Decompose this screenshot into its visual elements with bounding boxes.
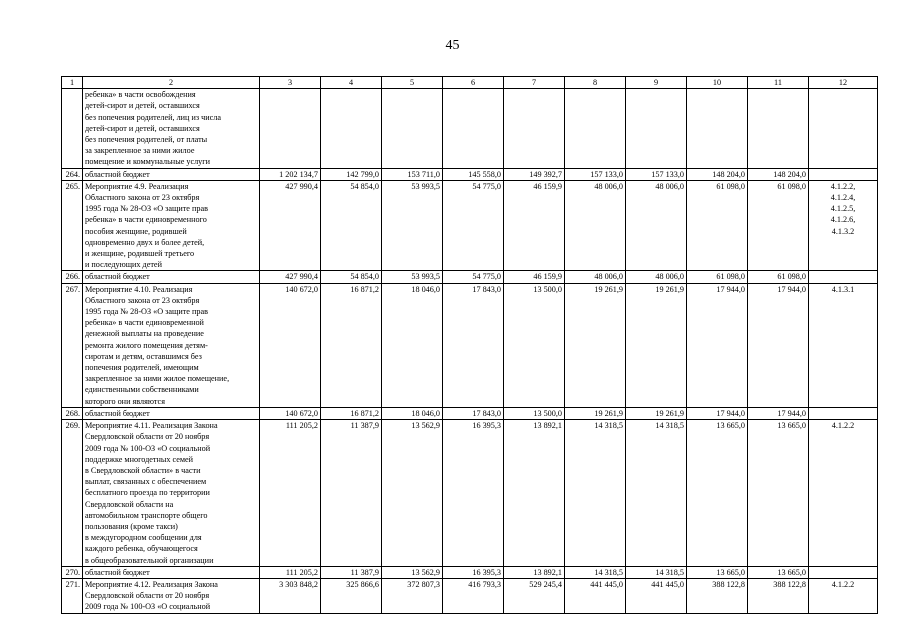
value-cell-col-8: 19 261,9 <box>565 283 626 407</box>
value-cell-col-5: 18 046,0 <box>382 283 443 407</box>
value-cell-col-7: 529 245,4 <box>504 578 565 613</box>
table-row <box>62 271 878 283</box>
row-number: 270. <box>62 566 83 578</box>
target-indicators <box>809 566 878 578</box>
value-cell-col-5: 372 807,3 <box>382 578 443 613</box>
value-cell-col-3 <box>260 89 321 168</box>
value-cell-col-3: 3 303 848,2 <box>260 578 321 613</box>
value-cell-col-3: 111 205,2 <box>260 420 321 567</box>
row-number: 267. <box>62 283 83 407</box>
row-name: областной бюджет <box>83 407 260 419</box>
value-cell-col-10 <box>687 89 748 168</box>
value-cell-col-6: 54 775,0 <box>443 180 504 271</box>
value-cell-col-5: 13 562,9 <box>382 420 443 567</box>
row-number: 269. <box>62 420 83 567</box>
value-cell-col-10: 61 098,0 <box>687 271 748 283</box>
value-cell-col-10: 61 098,0 <box>687 180 748 271</box>
value-cell-col-10: 148 204,0 <box>687 168 748 180</box>
value-cell-col-11: 13 665,0 <box>748 566 809 578</box>
target-indicators: 4.1.3.1 <box>809 283 878 407</box>
value-cell-col-6: 17 843,0 <box>443 407 504 419</box>
value-cell-col-11: 13 665,0 <box>748 420 809 567</box>
value-cell-col-3: 140 672,0 <box>260 407 321 419</box>
row-name: Мероприятие 4.12. Реализация Закона Свердловской области от 20 ноября 2009 года № 100-ОЗ «О социальной <box>83 578 260 613</box>
value-cell-col-4 <box>321 89 382 168</box>
value-cell-col-10: 17 944,0 <box>687 283 748 407</box>
table-row <box>62 283 878 407</box>
table-body <box>62 89 878 613</box>
value-cell-col-9: 14 318,5 <box>626 420 687 567</box>
value-cell-col-10: 13 665,0 <box>687 420 748 567</box>
page-number: 45 <box>445 38 460 53</box>
table-row <box>62 168 878 180</box>
table-row <box>62 407 878 419</box>
table-row <box>62 578 878 613</box>
target-indicators: 4.1.2.2 <box>809 420 878 567</box>
value-cell-col-11: 17 944,0 <box>748 407 809 419</box>
value-cell-col-6: 16 395,3 <box>443 420 504 567</box>
value-cell-col-8: 14 318,5 <box>565 420 626 567</box>
budget-table <box>61 76 878 614</box>
table-row <box>62 420 878 567</box>
value-cell-col-11 <box>748 89 809 168</box>
value-cell-col-5 <box>382 89 443 168</box>
value-cell-col-6 <box>443 89 504 168</box>
value-cell-col-8 <box>565 89 626 168</box>
value-cell-col-9: 441 445,0 <box>626 578 687 613</box>
value-cell-col-4: 16 871,2 <box>321 283 382 407</box>
value-cell-col-8: 48 006,0 <box>565 271 626 283</box>
value-cell-col-7: 13 892,1 <box>504 420 565 567</box>
row-number: 271. <box>62 578 83 613</box>
header-row <box>62 77 878 89</box>
value-cell-col-6: 416 793,3 <box>443 578 504 613</box>
column-header-9: 9 <box>626 77 687 89</box>
value-cell-col-5: 53 993,5 <box>382 271 443 283</box>
column-header-5: 5 <box>382 77 443 89</box>
value-cell-col-9: 14 318,5 <box>626 566 687 578</box>
value-cell-col-10: 17 944,0 <box>687 407 748 419</box>
value-cell-col-9: 48 006,0 <box>626 271 687 283</box>
target-indicators <box>809 89 878 168</box>
row-name: Мероприятие 4.9. Реализация Областного закона от 23 октября 1995 года № 28-ОЗ «О защите прав ребенка» в части единовременного пособия женщине, родившей одновременно двух и более детей, и женщине, родившей третьего и последующих детей <box>83 180 260 271</box>
row-name: ребенка» в части освобождения детей-сирот и детей, оставшихся без попечения родителей, лиц из числа детей-сирот и детей, оставшихся без попечения родителей, от платы за закрепленное за ними жилое помещение и коммунальные услуги <box>83 89 260 168</box>
value-cell-col-4: 11 387,9 <box>321 566 382 578</box>
value-cell-col-11: 148 204,0 <box>748 168 809 180</box>
value-cell-col-11: 61 098,0 <box>748 271 809 283</box>
value-cell-col-3: 427 990,4 <box>260 180 321 271</box>
column-header-2: 2 <box>83 77 260 89</box>
value-cell-col-3: 140 672,0 <box>260 283 321 407</box>
value-cell-col-5: 153 711,0 <box>382 168 443 180</box>
target-indicators: 4.1.2.2 <box>809 578 878 613</box>
value-cell-col-11: 61 098,0 <box>748 180 809 271</box>
value-cell-col-6: 16 395,3 <box>443 566 504 578</box>
value-cell-col-11: 388 122,8 <box>748 578 809 613</box>
value-cell-col-9: 19 261,9 <box>626 407 687 419</box>
row-name: областной бюджет <box>83 271 260 283</box>
row-number: 264. <box>62 168 83 180</box>
column-header-7: 7 <box>504 77 565 89</box>
row-name: Мероприятие 4.10. Реализация Областного закона от 23 октября 1995 года № 28-ОЗ «О защите прав ребенка» в части единовременной денежной выплаты на проведение ремонта жилого помещения детям- сиротам и детям, оставшимся без попечения родителей, имеющим закрепленное за ними жилое помещение, единственными собственниками которого они являются <box>83 283 260 407</box>
value-cell-col-4: 54 854,0 <box>321 180 382 271</box>
value-cell-col-5: 13 562,9 <box>382 566 443 578</box>
row-number: 265. <box>62 180 83 271</box>
target-indicators <box>809 168 878 180</box>
column-header-12: 12 <box>809 77 878 89</box>
target-indicators <box>809 271 878 283</box>
value-cell-col-10: 13 665,0 <box>687 566 748 578</box>
value-cell-col-7: 13 500,0 <box>504 407 565 419</box>
value-cell-col-6: 17 843,0 <box>443 283 504 407</box>
value-cell-col-5: 53 993,5 <box>382 180 443 271</box>
target-indicators <box>809 407 878 419</box>
value-cell-col-7 <box>504 89 565 168</box>
column-header-4: 4 <box>321 77 382 89</box>
column-header-6: 6 <box>443 77 504 89</box>
row-number: 268. <box>62 407 83 419</box>
column-header-11: 11 <box>748 77 809 89</box>
value-cell-col-4: 16 871,2 <box>321 407 382 419</box>
value-cell-col-11: 17 944,0 <box>748 283 809 407</box>
target-indicators: 4.1.2.2, 4.1.2.4, 4.1.2.5, 4.1.2.6, 4.1.3.2 <box>809 180 878 271</box>
value-cell-col-7: 46 159,9 <box>504 271 565 283</box>
value-cell-col-7: 46 159,9 <box>504 180 565 271</box>
value-cell-col-8: 19 261,9 <box>565 407 626 419</box>
row-number <box>62 89 83 168</box>
value-cell-col-8: 441 445,0 <box>565 578 626 613</box>
value-cell-col-4: 142 799,0 <box>321 168 382 180</box>
value-cell-col-6: 54 775,0 <box>443 271 504 283</box>
value-cell-col-10: 388 122,8 <box>687 578 748 613</box>
value-cell-col-5: 18 046,0 <box>382 407 443 419</box>
value-cell-col-4: 54 854,0 <box>321 271 382 283</box>
value-cell-col-4: 325 866,6 <box>321 578 382 613</box>
value-cell-col-9: 19 261,9 <box>626 283 687 407</box>
value-cell-col-9 <box>626 89 687 168</box>
column-header-8: 8 <box>565 77 626 89</box>
value-cell-col-3: 1 202 134,7 <box>260 168 321 180</box>
value-cell-col-9: 48 006,0 <box>626 180 687 271</box>
value-cell-col-6: 145 558,0 <box>443 168 504 180</box>
row-number: 266. <box>62 271 83 283</box>
value-cell-col-3: 427 990,4 <box>260 271 321 283</box>
column-header-10: 10 <box>687 77 748 89</box>
value-cell-col-7: 13 500,0 <box>504 283 565 407</box>
row-name: областной бюджет <box>83 168 260 180</box>
value-cell-col-8: 48 006,0 <box>565 180 626 271</box>
table-row <box>62 89 878 168</box>
value-cell-col-7: 13 892,1 <box>504 566 565 578</box>
value-cell-col-4: 11 387,9 <box>321 420 382 567</box>
value-cell-col-9: 157 133,0 <box>626 168 687 180</box>
table-row <box>62 566 878 578</box>
column-header-1: 1 <box>62 77 83 89</box>
column-header-3: 3 <box>260 77 321 89</box>
value-cell-col-8: 157 133,0 <box>565 168 626 180</box>
value-cell-col-8: 14 318,5 <box>565 566 626 578</box>
row-name: Мероприятие 4.11. Реализация Закона Свердловской области от 20 ноября 2009 года № 100-ОЗ «О социальной поддержке многодетных семей в Свердловской области» в части выплат, связанных с обеспечением бесплатного проезда по территории Свердловской области на автомобильном транспорте общего пользования (кроме такси) в междугородном сообщении для каждого ребенка, обучающегося в общеобразовательной организации <box>83 420 260 567</box>
table-row <box>62 180 878 271</box>
row-name: областной бюджет <box>83 566 260 578</box>
value-cell-col-3: 111 205,2 <box>260 566 321 578</box>
value-cell-col-7: 149 392,7 <box>504 168 565 180</box>
